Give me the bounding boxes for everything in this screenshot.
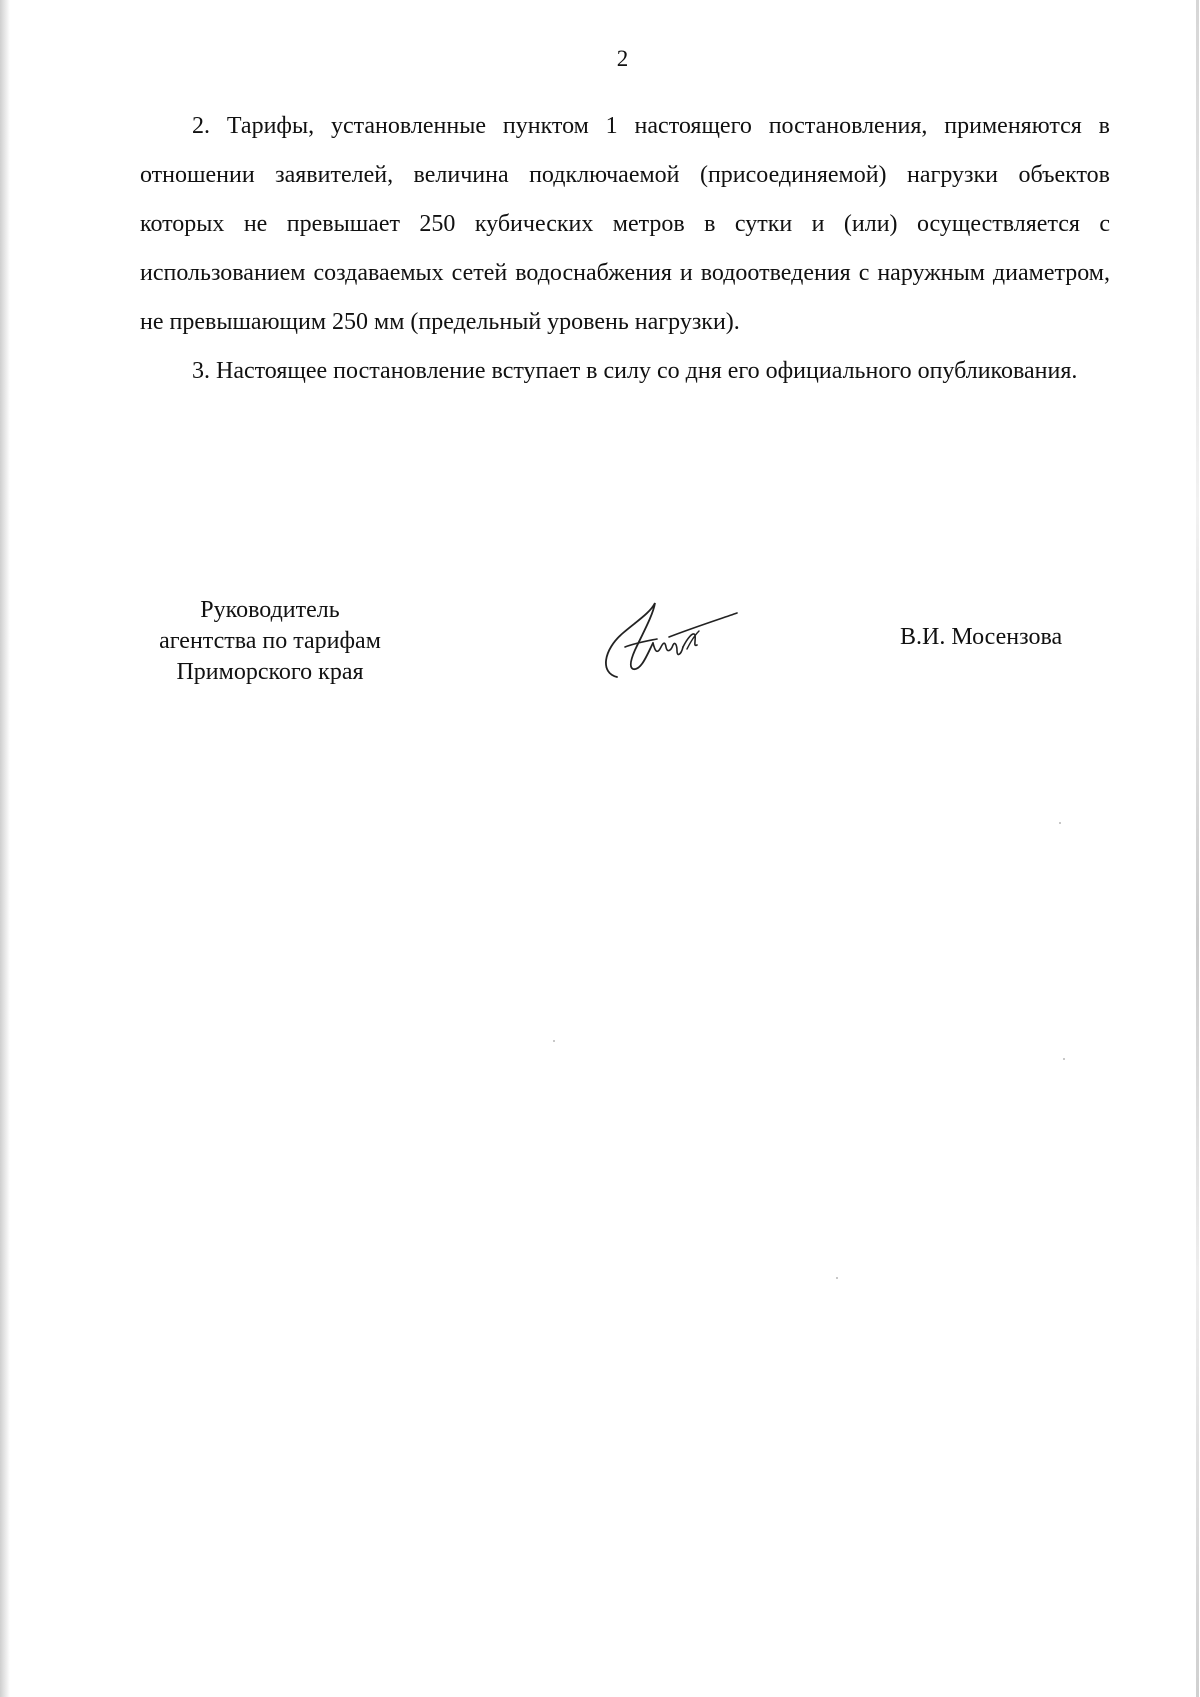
scan-speck: [1059, 822, 1061, 824]
signatory-title-line-1: Руководитель: [200, 597, 340, 623]
handwritten-signature: [595, 595, 745, 685]
signatory-title-block: [120, 595, 420, 688]
paragraph-3: 3. Настоящее постановление вступает в силу со дня его официального опубликования.: [192, 358, 1078, 384]
page-number: 2: [616, 46, 629, 71]
signatory-title-line-3: Приморского края: [176, 659, 364, 685]
scan-speck: [553, 1040, 555, 1042]
scan-speck: [1063, 1058, 1065, 1060]
signer-name: В.И. Мосензова: [900, 624, 1063, 650]
scan-right-edge-line: [1196, 0, 1199, 1697]
signatory-title-line-2: агентства по тарифам: [159, 628, 381, 654]
scan-left-edge-shadow: [0, 0, 10, 1697]
scan-speck: [836, 1277, 838, 1279]
document-body: [140, 102, 1110, 396]
paragraph-2: 2. Тарифы, установленные пунктом 1 настоящего постановления, применяются в отношении заявителей, величина подключаемой (присоединяемой) нагрузки объектов которых не превышает 250 кубических метров в сутки и (или) осуществляется с использованием создаваемых сетей водоснабжения и водоотведения с наружным диаметром, не превышающим 250 мм (предельный уровень нагрузки).: [140, 113, 1110, 335]
